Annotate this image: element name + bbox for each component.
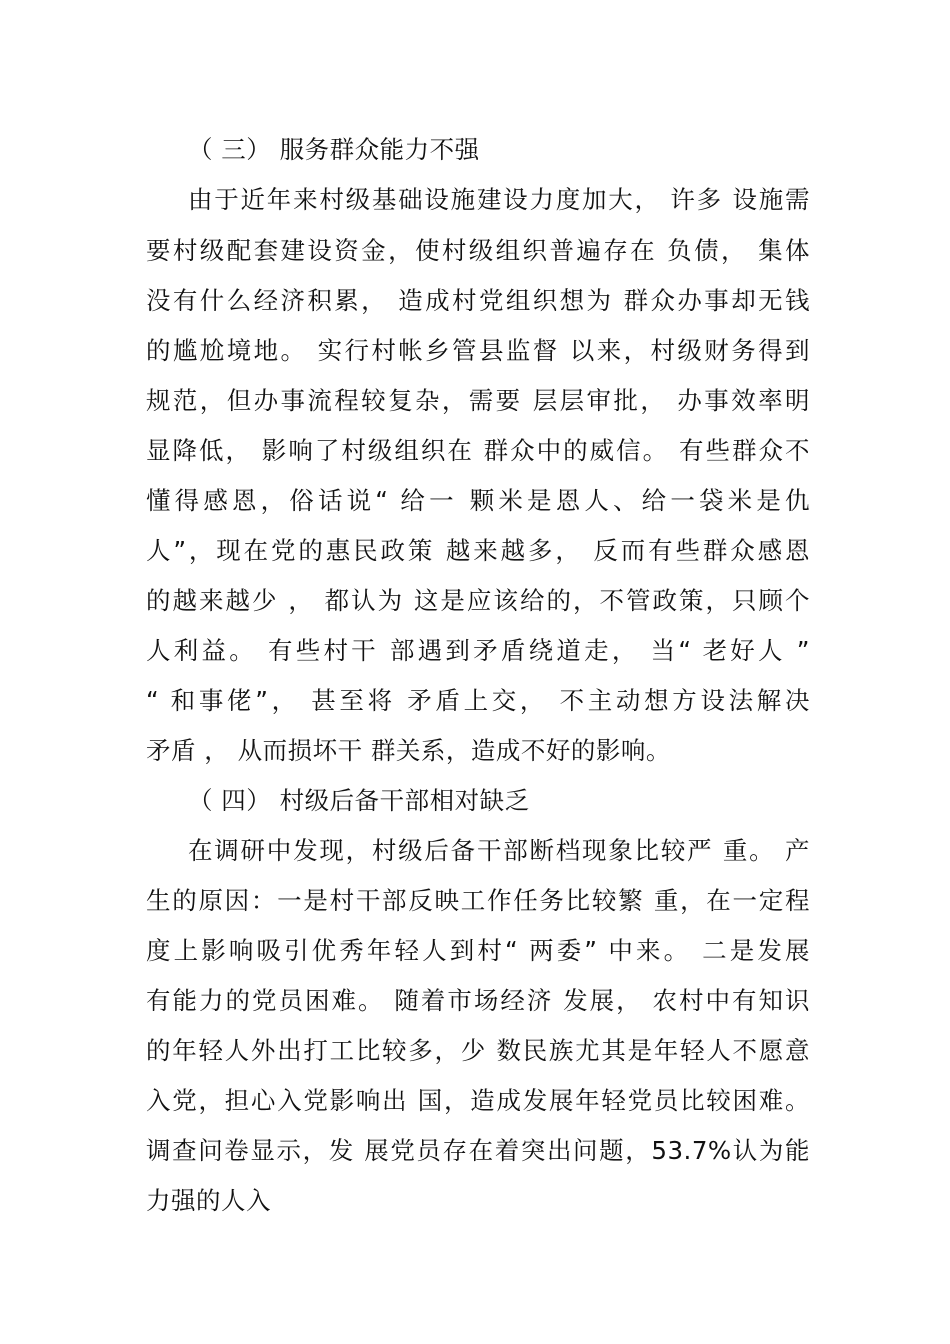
paragraph-line: 显降低， 影响了村级组织在 群众中的威信。 有些群众不 <box>146 436 810 465</box>
section-heading-3: （ 三） 服务群众能力不强 <box>188 135 480 164</box>
paragraph-line: 的年轻人外出打工比较多，少 数民族尤其是年轻人不愿意 <box>146 1036 810 1065</box>
paragraph-line: 要村级配套建设资金，使村级组织普遍存在 负债， 集体 <box>146 236 810 265</box>
section-heading-4: （ 四） 村级后备干部相对缺乏 <box>188 786 530 815</box>
paragraph-line: 的越来越少 ， 都认为 这是应该给的，不管政策，只顾个 <box>146 586 810 615</box>
paragraph-line: 度上影响吸引优秀年轻人到村“ 两委” 中来。 二是发展 <box>146 936 810 965</box>
paragraph-line: “ 和事佬”， 甚至将 矛盾上交， 不主动想方设法解决 <box>146 686 810 715</box>
paragraph-line: 调查问卷显示，发 展党员存在着突出问题，53.7%认为能 <box>146 1136 810 1165</box>
paragraph-line: 有能力的党员困难。 随着市场经济 发展， 农村中有知识 <box>146 986 810 1015</box>
paragraph-line: 没有什么经济积累， 造成村党组织想为 群众办事却无钱 <box>146 286 810 315</box>
paragraph-line: 懂得感恩，俗话说“ 给一 颗米是恩人、给一袋米是仇 <box>146 486 810 515</box>
paragraph-line: 生的原因：一是村干部反映工作任务比较繁 重，在一定程 <box>146 886 810 915</box>
paragraph-line: 由于近年来村级基础设施建设力度加大， 许多 设施需 <box>188 185 810 214</box>
paragraph-line: 的尴尬境地。 实行村帐乡管县监督 以来，村级财务得到 <box>146 336 810 365</box>
paragraph-line: 人”，现在党的惠民政策 越来越多， 反而有些群众感恩 <box>146 536 810 565</box>
paragraph-line: 规范，但办事流程较复杂，需要 层层审批， 办事效率明 <box>146 386 810 415</box>
paragraph-line: 入党，担心入党影响出 国，造成发展年轻党员比较困难。 <box>146 1086 810 1115</box>
paragraph-line: 矛盾 ， 从而损坏干 群关系，造成不好的影响。 <box>146 736 671 765</box>
paragraph-line: 人利益。 有些村干 部遇到矛盾绕道走， 当“ 老好人 ” <box>146 636 810 665</box>
paragraph-line: 力强的人入 <box>146 1186 271 1215</box>
paragraph-line: 在调研中发现，村级后备干部断档现象比较严 重。 产 <box>188 836 810 865</box>
